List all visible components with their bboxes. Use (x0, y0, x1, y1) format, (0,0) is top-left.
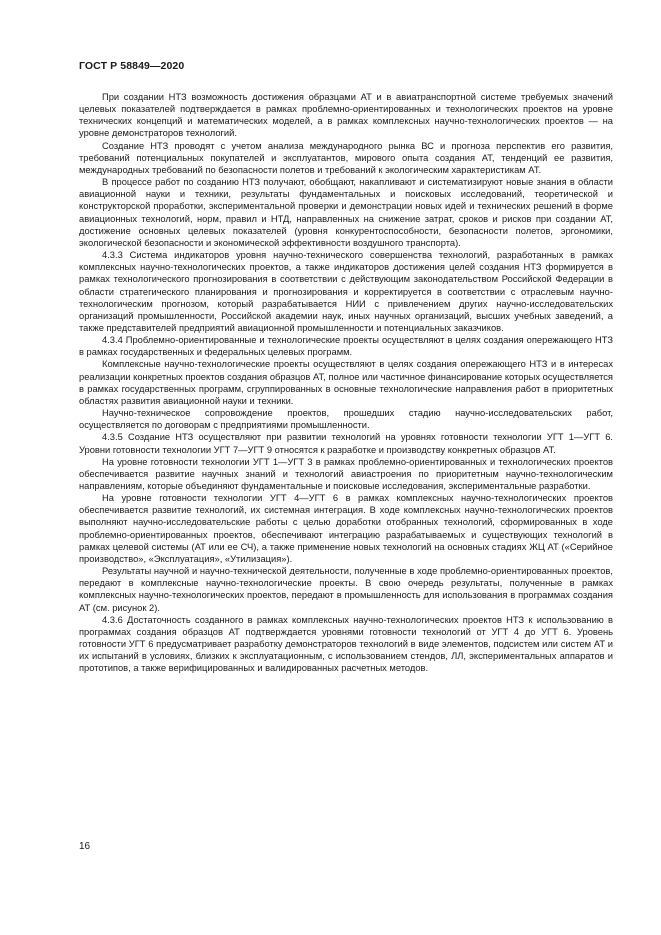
paragraph: В процессе работ по созданию НТЗ получают, обобщают, накапливают и систематизируют новые знания в области авиационной науки и техники, результаты фундаментальных и поисковых исследований, теоретической и конструкторской проработки, экспериментальной проверки и демонстрации новых идей и технических решений в форме авиационных технологий, норм, правил и НТД, направленных на снижение затрат, сроков и рисков при создании АТ, достижение основных целевых показателей (уровня конкурентоспособности, безопасности полетов, эргономики, экологической безопасности и экономической эффективности воздушного транспорта). (79, 177, 613, 248)
paragraph-4-3-6: 4.3.6 Достаточность созданного в рамках комплексных научно-технологических проектов НТЗ к использованию в программах создания образцов АТ подтверждается уровнями готовности технологий от УГТ 4 до УГТ 6. Уровень готовности УГТ 6 предусматривает разработку демонстраторов технологий в виде элементов, подсистем или систем АТ и их испытаний в условиях, близких к эксплуатационным, с использованием стендов, ЛЛ, экспериментальных аппаратов и прототипов, а также верифицированных и валидированных расчетных методов. (79, 614, 613, 674)
paragraph-4-3-3: 4.3.3 Система индикаторов уровня научно-технического совершенства технологий, разработанных в рамках комплексных научно-технологических проектов, а также индикаторов достижения целей создания НТЗ формируется в рамках технологического прогнозирования в соответствии с действующим законодательством Российской Федерации в области стратегического планирования и прогнозирования и корректируется в соответствии с отраслевым научно-технологическим прогнозом, который разрабатывается НИИ с привлечением других научно-исследовательских организаций промышленности, Российской академии наук, иных научных организаций, высших учебных заведений, а также представителей предприятий авиационной промышленности и потенциальных заказчиков. (79, 250, 613, 333)
paragraph: На уровне готовности технологии УГТ 4—УГТ 6 в рамках комплексных научно-технологических проектов обеспечивается развитие технологий, их системная интеграция. В ходе комплексных научно-технологических проектов выполняют научно-исследовательские работы с целью доработки отобранных технологий, сформированных в ходе проблемно-ориентированных проектов, обеспечивают интеграцию разрабатываемых и существующих технологий в рамках целевой системы (АТ или ее СЧ), а также применение новых технологий на основных стадиях ЖЦ АТ («Серийное производство», «Эксплуатация», «Утилизация»). (79, 493, 613, 564)
paragraph: Результаты научной и научно-технической деятельности, полученные в ходе проблемно-ориентированных проектов, передают в комплексные научно-технологические проекты. В свою очередь результаты, полученные в рамках комплексных научно-технологических проектов, передают в промышленность для использования в программах создания АТ (см. рисунок 2). (79, 566, 613, 613)
page-number: 16 (79, 841, 91, 852)
paragraph-4-3-5: 4.3.5 Создание НТЗ осуществляют при развитии технологий на уровнях готовности технологии УГТ 1—УГТ 6. Уровни готовности технологии УГТ 7—УГТ 9 относятся к разработке и производству конкретных образцов АТ. (79, 432, 613, 455)
paragraph: Научно-техническое сопровождение проектов, прошедших стадию научно-исследовательских работ, осуществляется по договорам с предприятиями промышленности. (79, 408, 613, 431)
document-header: ГОСТ Р 58849—2020 (79, 60, 185, 72)
paragraph: Создание НТЗ проводят с учетом анализа международного рынка ВС и прогноза перспектив его развития, требований потенциальных покупателей и эксплуатантов, мирового опыта создания АТ, тенденций ее развития, международных требований по безопасности полетов и требований к экологическим характеристикам АТ. (79, 140, 613, 175)
paragraph: Комплексные научно-технологические проекты осуществляют в целях создания опережающего НТЗ и в интересах реализации конкретных проектов создания образцов АТ, полное или частичное финансирование которых осуществляется в рамках государственных программ, сгруппированных в основные технологические направления работ в приоритетных областях развития авиационной науки и техники. (79, 359, 613, 406)
paragraph-4-3-4: 4.3.4 Проблемно-ориентированные и технологические проекты осуществляют в целях создания опережающего НТЗ в рамках государственных и федеральных целевых программ. (79, 335, 613, 358)
document-body (79, 91, 613, 675)
paragraph: При создании НТЗ возможность достижения образцами АТ и в авиатранспортной системе требуемых значений целевых показателей подтверждается в рамках проблемно-ориентированных и технологических проектов на уровне технических концепций и математических моделей, а в рамках комплексных научно-технологических проектов — на уровне демонстраторов технологий. (79, 92, 613, 139)
paragraph: На уровне готовности технологии УГТ 1—УГТ 3 в рамках проблемно-ориентированных и технологических проектов обеспечивается развитие научных знаний и технологий авиастроения по приоритетным научно-технологическим направлениям, которые объединяют фундаментальные и поисковые исследования, экспериментальные разработки. (79, 456, 613, 491)
